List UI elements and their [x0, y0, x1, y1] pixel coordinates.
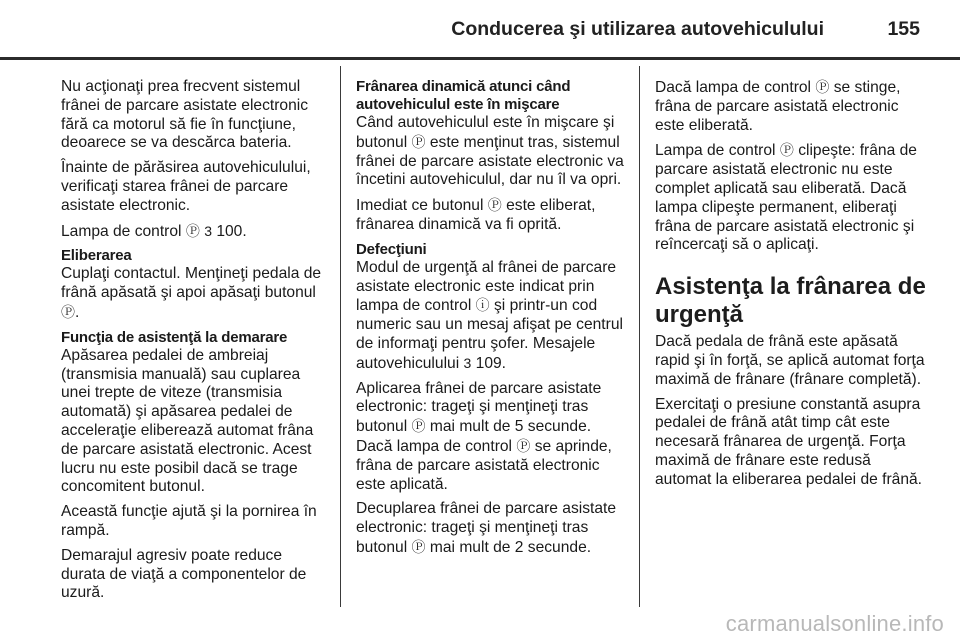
column-3 [655, 78, 927, 496]
paragraph [356, 114, 624, 190]
paragraph [356, 196, 624, 235]
paragraph: Demarajul agresiv poate reduce durata de viaţă a componentelor de uzură. [61, 546, 307, 602]
parking-brake-icon: Ⓟ [411, 133, 426, 150]
column-divider-1 [340, 66, 341, 607]
paragraph [356, 259, 624, 374]
heading-release: Eliberarea [61, 247, 132, 265]
text: Modul de urgenţă al frânei de parcare asistate electronic este indicat prin lampa de control [356, 258, 617, 315]
text: se aprinde, frâna de parcare asistată electronic este aplicată. [356, 437, 612, 493]
heading-faults: Defecţiuni [356, 240, 427, 258]
paragraph: Exercitaţi o presiune constantă asupra pedalei de frână atât timp cât este necesară frânarea de urgenţă. Forţa maximă de frânare este redusă automat la eliberarea pedalei de frână. [655, 395, 923, 488]
parking-brake-icon: Ⓟ [487, 197, 502, 214]
service-lamp-icon: ⓘ [475, 297, 490, 314]
text: mai mult de 2 secunde. [429, 538, 592, 556]
header-rule [0, 57, 960, 60]
paragraph [356, 500, 624, 557]
text: Lampa de control [655, 142, 776, 160]
paragraph [655, 78, 927, 135]
page-header [0, 0, 960, 56]
text: şi printr-un cod numeric sau un mesaj afişat pe centrul de informaţi pentru şofer. Mesajele autovehiculului [356, 297, 623, 372]
heading-dynamic-braking: Frânarea dinamică atunci când autovehiculul este în mişcare [356, 78, 571, 113]
parking-brake-icon: Ⓟ [411, 418, 426, 435]
column-divider-2 [639, 66, 640, 607]
paragraph [61, 222, 329, 242]
paragraph [61, 265, 329, 322]
paragraph: Această funcţie ajută şi la pornirea în rampă. [61, 503, 317, 539]
paragraph [356, 380, 624, 495]
page-link[interactable]: 100. [216, 222, 247, 240]
parking-brake-icon: Ⓟ [185, 222, 200, 239]
parking-brake-icon: Ⓟ [516, 437, 531, 454]
parking-brake-icon: Ⓟ [61, 303, 75, 320]
paragraph [655, 141, 927, 255]
column-1 [61, 78, 329, 609]
column-2 [356, 78, 624, 564]
text: este eliberat, frânarea dinamică va fi oprită. [356, 197, 596, 233]
text: Când autovehiculul este în mişcare şi butonul [356, 114, 615, 151]
text: Decuplarea frânei de parcare asistate electronic: trageţi şi menţineţi tras butonul [356, 500, 617, 556]
text: este menţinut tras, sistemul frânei de parcare asistate electronic va încetini autovehiculul, dar nu îl va opri. [356, 133, 624, 189]
page-title: Conducerea şi utilizarea autovehiculului [451, 18, 824, 40]
text: Dacă lampa de control [655, 79, 812, 96]
text: se stinge, frâna de parcare asistată electronic este eliberată. [655, 79, 901, 134]
parking-brake-icon: Ⓟ [779, 142, 794, 159]
text: Lampa de control [61, 222, 182, 240]
heading-emergency-brake-assist: Asistenţa la frânarea de urgenţă [655, 273, 926, 329]
paragraph: Apăsarea pedalei de ambreiaj (transmisia manuală) sau cuplarea unei trepte de viteze (transmisia automată) şi apăsarea pedalei de acceleraţie eliberează automat frâna de parcare asistată electronic. Acest lucru nu este posibil dacă se trage concomitent butonul. [61, 346, 314, 496]
parking-brake-icon: Ⓟ [411, 538, 426, 555]
text: Aplicarea frânei de parcare asistate electronic: trageţi şi menţineţi tras butonul [356, 379, 602, 436]
page-link[interactable]: 109. [475, 354, 507, 372]
arrow-icon: 3 [204, 222, 212, 239]
heading-start-assist: Funcţia de asistenţă la demarare [61, 328, 288, 346]
paragraph: Dacă pedala de frână este apăsată rapid şi în forţă, se aplică automat forţa maximă de frânare (frânare completă). [655, 333, 925, 388]
parking-brake-icon: Ⓟ [815, 79, 830, 95]
text: Cuplaţi contactul. Menţineţi pedala de frână apăsată şi apoi apăsaţi butonul [61, 265, 322, 302]
text: . [75, 303, 80, 321]
page-number: 155 [887, 18, 920, 40]
watermark: carmanualsonline.info [725, 611, 944, 636]
arrow-icon: 3 [463, 354, 472, 371]
paragraph: Înainte de părăsirea autovehiculului, verificaţi starea frânei de parcare asistate electronic. [61, 159, 311, 214]
paragraph: Nu acţionaţi prea frecvent sistemul frânei de parcare asistate electronic fără ca motorul să fie în funcţiune, deoarece se va descărca bateria. [61, 78, 309, 152]
text: mai mult de 5 secunde. Dacă lampa de control [356, 418, 592, 455]
text: clipeşte: frâna de parcare asistată electronic nu este complet aplicată sau eliberată. Dacă lampa clipeşte permanent, eliberaţi frâna de parcare asistată electronic şi reîncercaţi să o aplicaţi. [655, 142, 917, 254]
text: Imediat ce butonul [356, 197, 484, 215]
